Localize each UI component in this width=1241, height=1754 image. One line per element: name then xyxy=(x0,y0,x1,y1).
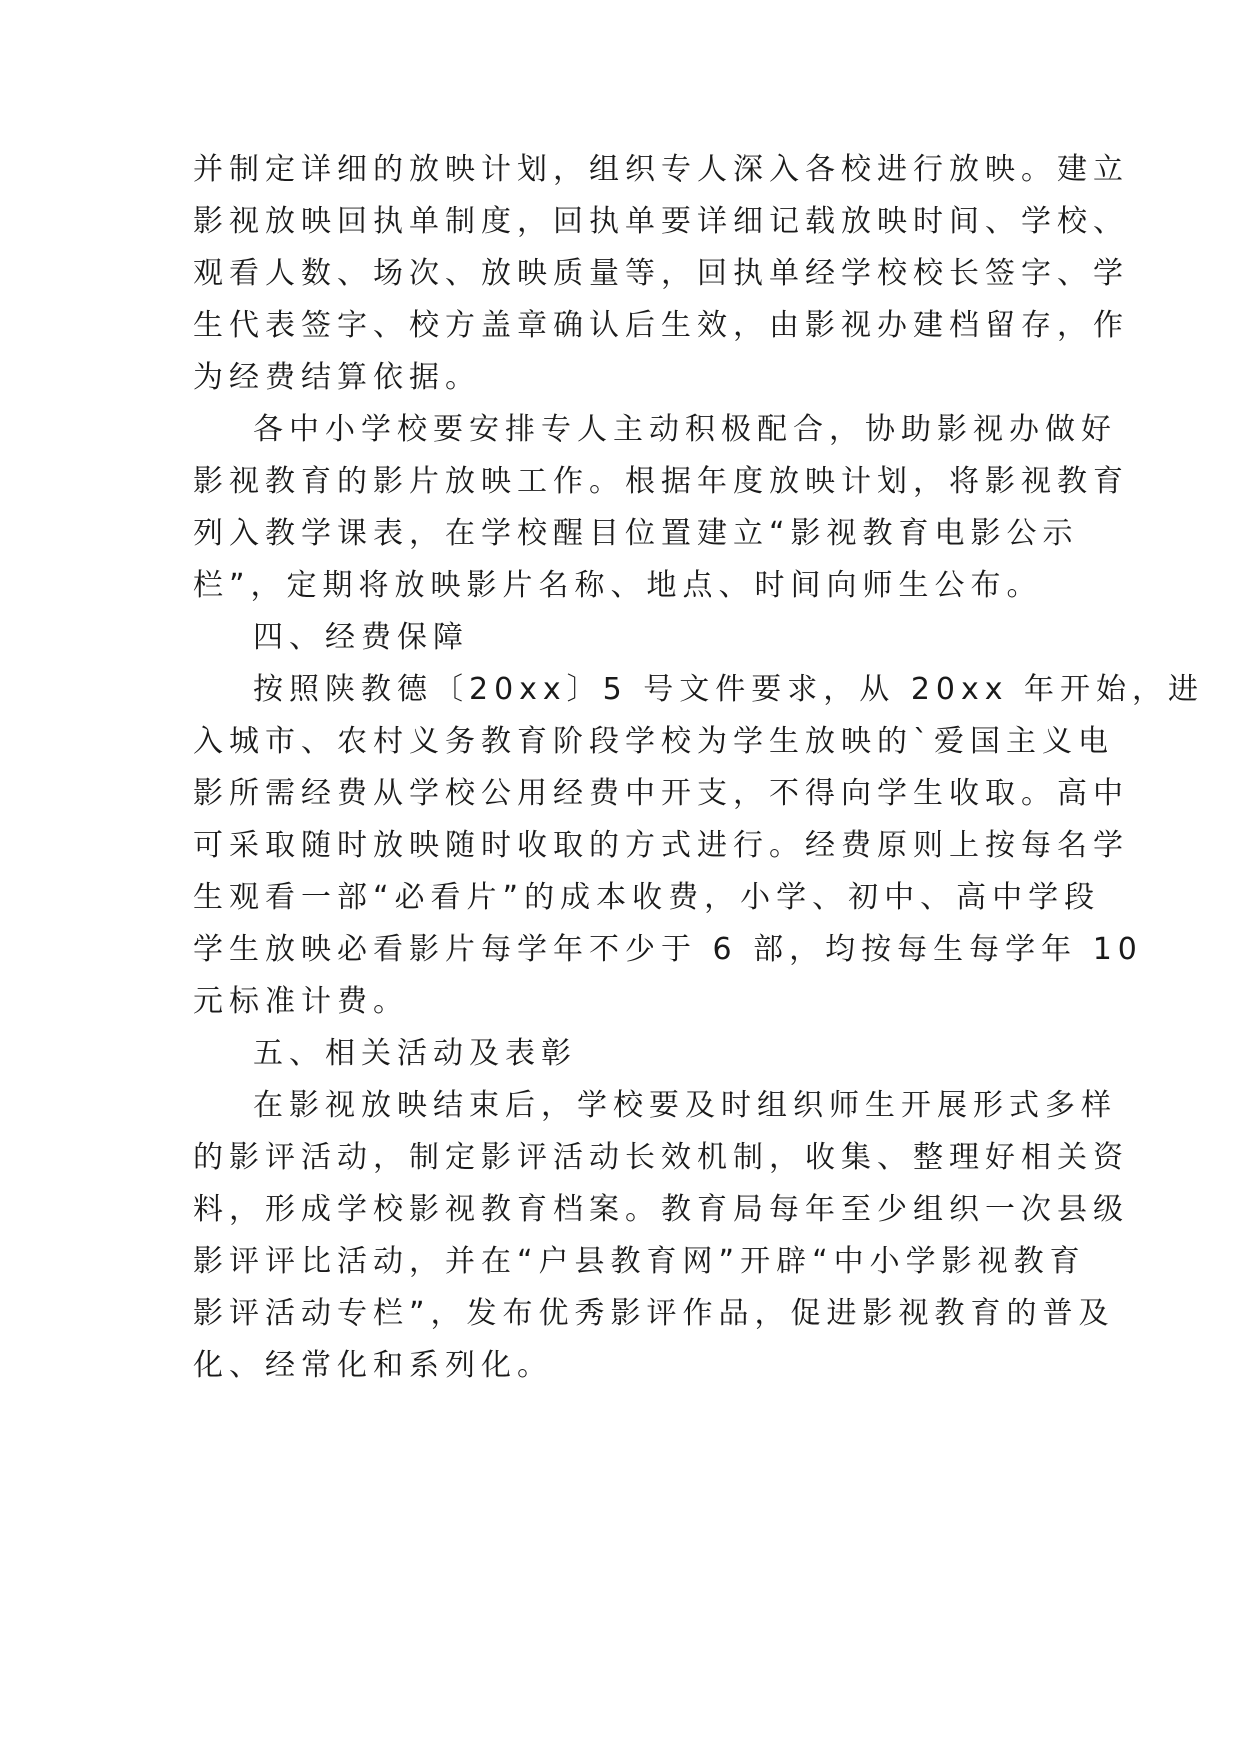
text-line: 学生放映必看影片每学年不少于 6 部，均按每生每学年 10 xyxy=(193,932,1143,967)
text-line: 元标准计费。 xyxy=(193,984,409,1019)
text-line: 观看人数、场次、放映质量等，回执单经学校校长签字、学 xyxy=(193,256,1129,291)
text-line: 并制定详细的放映计划，组织专人深入各校进行放映。建立 xyxy=(193,152,1129,187)
text-line: 的影评活动，制定影评活动长效机制，收集、整理好相关资 xyxy=(193,1140,1129,1175)
text-line: 影视教育的影片放映工作。根据年度放映计划，将影视教育 xyxy=(193,464,1129,499)
text-line: 生代表签字、校方盖章确认后生效，由影视办建档留存，作 xyxy=(193,308,1129,343)
section-heading-activities: 五、相关活动及表彰 xyxy=(253,1036,577,1071)
paragraph-start-line: 在影视放映结束后，学校要及时组织师生开展形式多样 xyxy=(253,1088,1117,1123)
text-line: 为经费结算依据。 xyxy=(193,360,481,395)
text-line: 列入教学课表，在学校醒目位置建立“影视教育电影公示 xyxy=(193,516,1079,551)
text-line: 料，形成学校影视教育档案。教育局每年至少组织一次县级 xyxy=(193,1192,1129,1227)
text-line: 入城市、农村义务教育阶段学校为学生放映的`爱国主义电 xyxy=(193,724,1114,759)
text-line: 生观看一部“必看片”的成本收费，小学、初中、高中学段 xyxy=(193,880,1101,915)
text-line: 影视放映回执单制度，回执单要详细记载放映时间、学校、 xyxy=(193,204,1129,239)
text-line: 影所需经费从学校公用经费中开支，不得向学生收取。高中 xyxy=(193,776,1129,811)
paragraph-start-line: 各中小学校要安排专人主动积极配合，协助影视办做好 xyxy=(253,412,1117,447)
text-line: 影评活动专栏”，发布优秀影评作品，促进影视教育的普及 xyxy=(193,1296,1115,1331)
text-line: 可采取随时放映随时收取的方式进行。经费原则上按每名学 xyxy=(193,828,1129,863)
text-line: 影评评比活动，并在“户县教育网”开辟“中小学影视教育 xyxy=(193,1244,1086,1279)
text-line: 栏”，定期将放映影片名称、地点、时间向师生公布。 xyxy=(193,568,1043,603)
paragraph-start-line: 按照陕教德〔20xx〕5 号文件要求，从 20xx 年开始，进 xyxy=(253,672,1205,707)
section-heading-funding: 四、经费保障 xyxy=(253,620,469,655)
text-line: 化、经常化和系列化。 xyxy=(193,1348,553,1383)
